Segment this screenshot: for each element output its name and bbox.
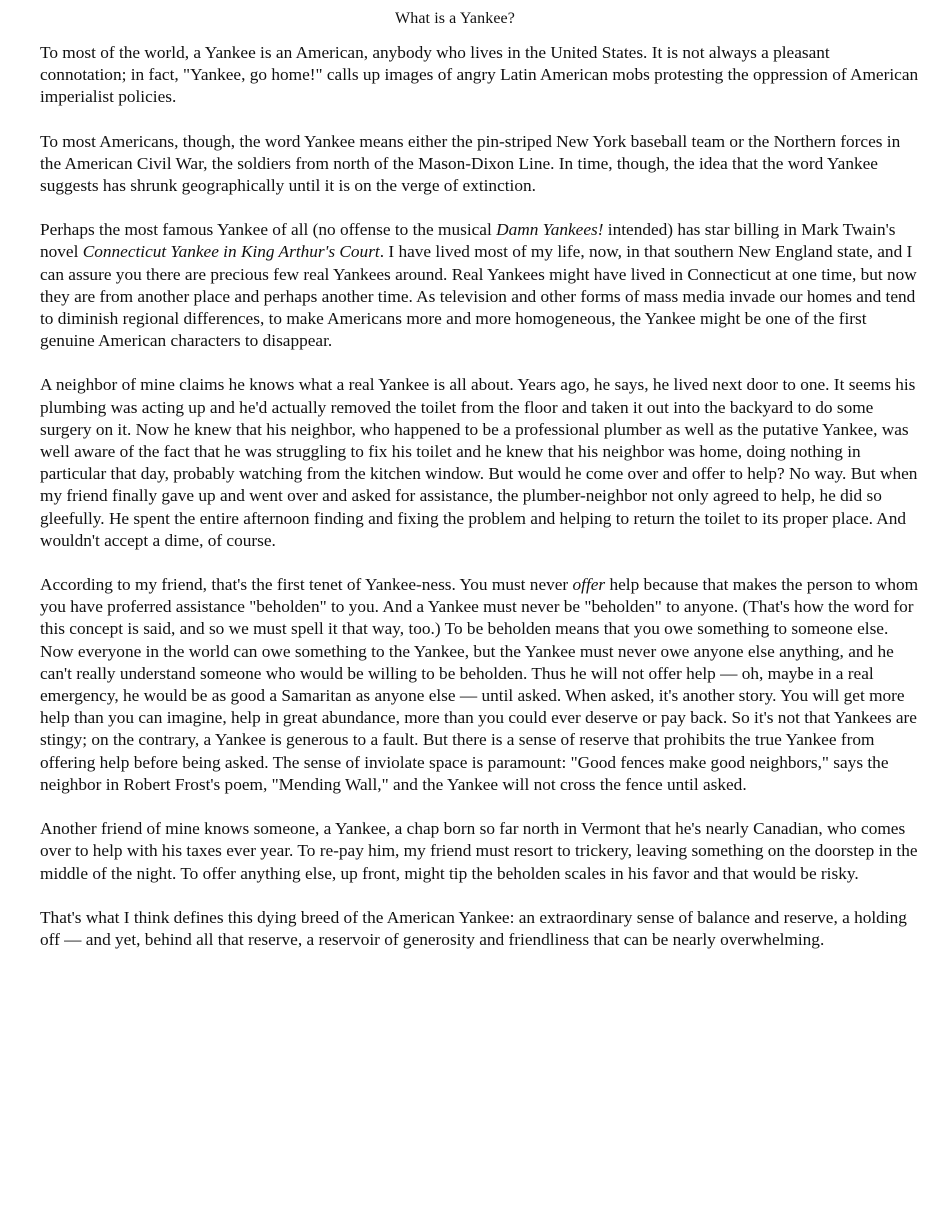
paragraph-7 <box>40 907 920 951</box>
paragraph-3 <box>40 219 920 352</box>
paragraph-1 <box>40 42 920 109</box>
paragraph-4 <box>40 374 920 552</box>
paragraph-text: To most of the world, a Yankee is an American, anybody who lives in the United States. It is not always a pleasant connotation; in fact, "Yankee, go home!" calls up images of angry Latin American mobs protesting the oppression of American imperialist policies. <box>40 43 919 107</box>
italic-title: Damn Yankees! <box>496 220 604 240</box>
paragraph-text: help because that makes the person to whom you have proferred assistance "beholden" to you. And a Yankee must never be "beholden" to anyone. (That's how the word for this concept is said, and so we must spell it that way, too.) To be beholden means that you owe something to someone else. Now everyone in the world can owe something to the Yankee, but the Yankee must never owe anyone else anything, and he can't really understand someone who would be willing to be beholden. Thus he will not offer help — oh, maybe in a real emergency, he would be as good a Samaritan as anyone else — until asked. When asked, it's another story. You will get more help than you can imagine, help in great abundance, more than you could ever deserve or pay back. So it's not that Yankees are stingy; on the contrary, a Yankee is generous to a fault. But there is a sense of reserve that prohibits the true Yankee from offering help before being asked. The sense of inviolate space is paramount: "Good fences make good neighbors," says the neighbor in Robert Frost's poem, "Mending Wall," and the Yankee will not cross the fence until asked. <box>40 575 919 794</box>
paragraph-text: To most Americans, though, the word Yankee means either the pin-striped New York baseball team or the Northern forces in the American Civil War, the soldiers from north of the Mason-Dixon Line. In time, though, the idea that the word Yankee suggests has shrunk geographically until it is on the verge of extinction. <box>40 131 901 196</box>
paragraph-text: According to my friend, that's the first tenet of Yankee-ness. You must never <box>40 575 573 595</box>
paragraph-2 <box>40 131 920 198</box>
paragraph-text: That's what I think defines this dying breed of the American Yankee: an extraordinary sense of balance and reserve, a holding off — and yet, behind all that reserve, a reservoir of generosity and friendliness that can be nearly overwhelming. <box>40 907 907 949</box>
paragraph-6 <box>40 818 920 885</box>
paragraph-text: A neighbor of mine claims he knows what a real Yankee is all about. Years ago, he says, he lived next door to one. It seems his plumbing was acting up and he'd actually removed the toilet from the floor and taken it out into the backyard to do some surgery on it. Now he knew that his neighbor, who happened to be a professional plumber as well as the putative Yankee, was well aware of the fact that he was struggling to fix his toilet and he knew that his neighbor was home, doing nothing in particular that day, probably watching from the kitchen window. But would he come over and offer to help? No way. But when my friend finally gave up and went over and asked for assistance, the plumber-neighbor not only agreed to help, he did so gleefully. He spent the entire afternoon finding and fixing the problem and helping to return the toilet to its proper place. And wouldn't accept a dime, of course. <box>40 375 918 550</box>
paragraph-text: Another friend of mine knows someone, a Yankee, a chap born so far north in Vermont that he's nearly Canadian, who comes over to help with his taxes ever year. To re-pay him, my friend must resort to trickery, leaving something on the doorstep in the middle of the night. To offer anything else, up front, might tip the beholden scales in his favor and that would be risky. <box>40 819 918 883</box>
paragraph-text: intended) has star billing in Mark Twain's novel <box>40 220 896 262</box>
article-body <box>40 42 920 973</box>
italic-title: offer <box>572 575 606 595</box>
paragraph-text: Perhaps the most famous Yankee of all (no offense to the musical <box>40 220 497 240</box>
paragraph-5 <box>40 574 920 796</box>
paragraph-text: . I have lived most of my life, now, in that southern New England state, and I can assure you there are precious few real Yankees around. Real Yankees might have lived in Connecticut at one time, but now they are from another place and perhaps another time. As television and other forms of mass media invade our homes and tend to diminish regional differences, to make Americans more and more homogeneous, the Yankee might be one of the first genuine American characters to disappear. <box>40 242 917 351</box>
italic-title: Connecticut Yankee in King Arthur's Court <box>82 242 380 262</box>
document-title: What is a Yankee? <box>395 10 515 27</box>
